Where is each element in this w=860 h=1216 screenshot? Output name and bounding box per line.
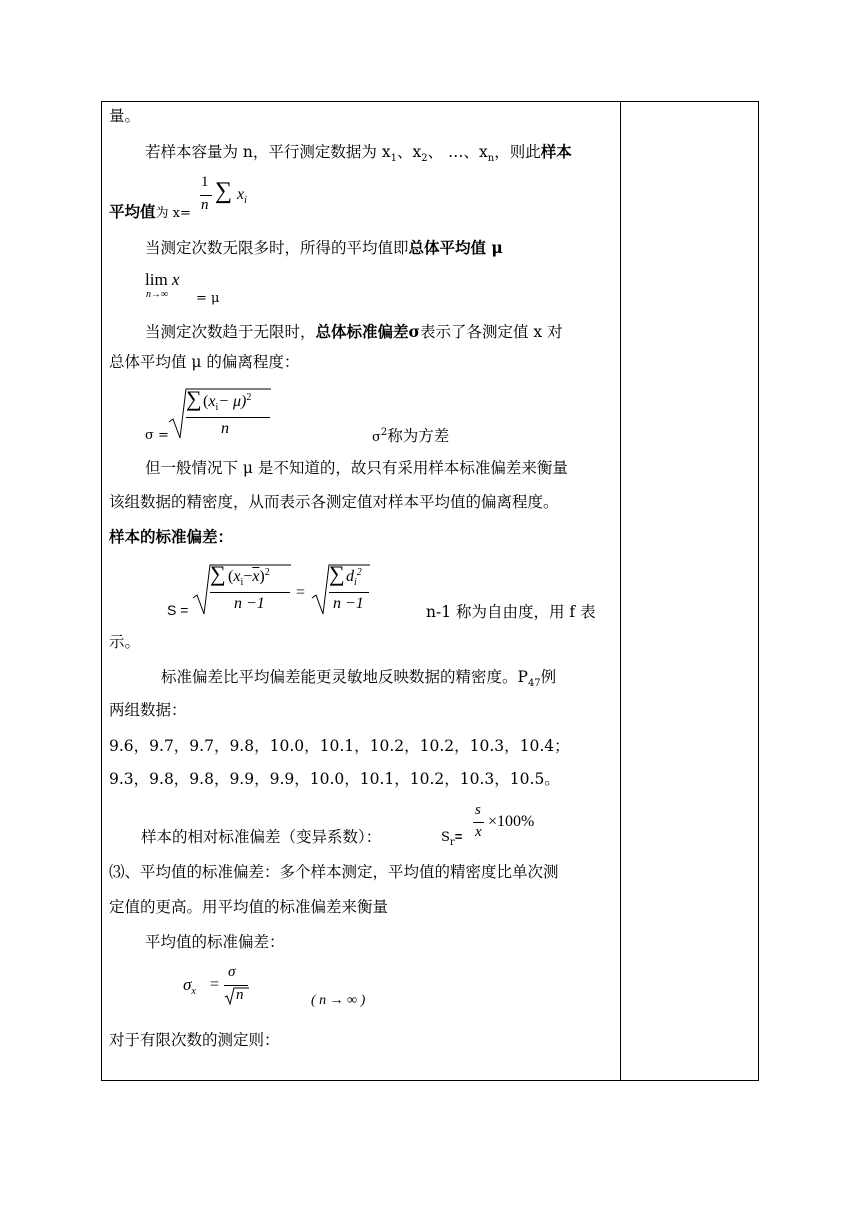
column-divider	[620, 101, 621, 1081]
fraction-denominator: x	[475, 824, 482, 840]
text-line	[161, 667, 556, 690]
superscript: 2	[380, 427, 388, 438]
sigma-symbol: σ	[408, 322, 420, 341]
text: 对于有限次数的测定则：	[109, 1031, 280, 1049]
text: 两组数据：	[109, 701, 187, 719]
bold-term: 平均值	[109, 202, 156, 221]
text: 若样本容量为 n，平行测定数据为 x	[145, 143, 391, 161]
text: 表示了各测定值 x 对	[419, 323, 563, 341]
subscript: 1	[390, 153, 397, 164]
text: 当测定次数无限多时，所得的平均值即	[145, 239, 409, 257]
math-term	[237, 186, 247, 204]
text: 标准偏差比平均偏差能更灵敏地反映数据的精密度。P	[161, 668, 528, 686]
variable: x	[233, 568, 241, 585]
term: − μ)	[218, 393, 247, 410]
condition: ( n → ∞ )	[311, 993, 366, 1008]
superscript: 2	[264, 567, 270, 578]
multiplier: ×100%	[488, 813, 535, 830]
text-line	[109, 202, 191, 224]
text: 示。	[109, 633, 141, 651]
subscript: i	[354, 577, 357, 588]
minus: −	[243, 568, 253, 585]
text-line	[109, 106, 140, 126]
text-line	[145, 142, 572, 165]
text: n-1 称为自由度，用 f 表	[426, 603, 596, 621]
fraction-denominator: n	[201, 197, 209, 213]
text: 例	[540, 668, 557, 686]
text: ，则此	[494, 143, 541, 161]
superscript: 2	[356, 567, 362, 578]
variable: x	[171, 270, 180, 289]
text: 量。	[109, 107, 141, 125]
subscript: n	[487, 153, 495, 164]
text-line	[109, 492, 559, 512]
fraction-bar	[186, 417, 270, 418]
equals: =	[210, 976, 220, 993]
text-line	[441, 827, 462, 849]
lim: lim	[145, 270, 168, 289]
text: S	[441, 830, 450, 845]
variable: x	[208, 393, 216, 410]
text: 样本的相对标准偏差（变异系数）：	[141, 828, 382, 846]
s2-numerator-term: $d_i^2$	[346, 567, 362, 588]
data-row: 9.3，9.8，9.8，9.9，9.9，10.0，10.1，10.2，10.3，10.5。	[109, 770, 560, 788]
text: 定值的更高。用平均值的标准偏差来衡量	[109, 898, 389, 916]
sum-symbol: ∑	[210, 561, 226, 586]
fraction-bar	[473, 822, 484, 823]
text: σ =	[145, 428, 169, 443]
text: S =	[167, 602, 189, 618]
mean-x: $\overline{x}$	[252, 568, 260, 585]
bold-term: 总体平均值 μ	[408, 238, 503, 257]
fraction-denominator: n	[221, 420, 229, 437]
sigma-numerator-term: $(x_i- \mu)^2$	[203, 392, 252, 413]
sum-symbol: ∑	[215, 178, 233, 204]
text: 、x	[396, 143, 422, 161]
subscript: i	[244, 195, 247, 206]
fraction-bar	[210, 592, 290, 593]
text-line	[145, 238, 503, 258]
variable: x	[237, 186, 245, 203]
fraction-denominator: n −1	[333, 595, 364, 612]
limit-subscript: n→∞	[146, 289, 169, 300]
text: ⑶、平均值的标准偏差：多个样本测定，平均值的精密度比单次测	[109, 863, 559, 881]
sigma-symbol: σ	[372, 430, 381, 445]
subscript: 2	[421, 153, 428, 164]
text: 、 …、x	[427, 143, 488, 161]
fraction-numerator: 1	[201, 174, 209, 190]
bold-term: 总体标准偏差	[315, 322, 409, 341]
bold-term: 样本	[540, 142, 572, 161]
fraction-numerator: σ	[228, 964, 236, 980]
sigma-numerator	[186, 386, 202, 412]
s-numerator-term: $(x_i-\overline{x})^2$	[228, 567, 270, 588]
text: = μ	[196, 291, 220, 306]
text-line	[109, 352, 299, 372]
subscript: r	[449, 837, 455, 848]
fraction-numerator: s	[475, 802, 481, 818]
fraction-bar	[200, 195, 212, 196]
text-line	[109, 527, 233, 547]
bold-term: 样本的标准偏差：	[109, 527, 234, 546]
subscript: x	[191, 986, 196, 997]
text: 平均值的标准偏差：	[145, 933, 285, 951]
subscript: 47	[527, 678, 541, 689]
text: 但一般情况下 μ 是不知道的，故只有采用样本标准偏差来衡量	[145, 459, 568, 477]
sigma-symbol: σ	[183, 975, 192, 994]
fraction-denominator: n	[236, 987, 244, 1003]
limit-expression	[145, 270, 179, 290]
sum-symbol: ∑	[329, 561, 345, 586]
data-row: 9.6，9.7，9.7，9.8，10.0，10.1，10.2，10.2，10.3，10.4；	[109, 737, 570, 755]
text: 总体平均值 μ 的偏离程度：	[109, 353, 300, 371]
text-line	[145, 322, 563, 342]
equals: =	[296, 584, 306, 601]
subscript: i	[215, 402, 219, 413]
fraction-denominator: n −1	[234, 595, 265, 612]
superscript: 2	[246, 392, 252, 403]
text: 该组数据的精密度，从而表示各测定值对样本平均值的偏离程度。	[109, 493, 559, 511]
text-line	[372, 426, 449, 449]
math-term	[183, 975, 196, 995]
text: 称为方差	[387, 427, 450, 445]
text: 当测定次数趋于无限时，	[145, 323, 316, 341]
equals: =	[454, 829, 463, 844]
text: 为 x=	[155, 206, 191, 221]
fraction-bar	[329, 592, 369, 593]
sum-symbol: ∑	[186, 386, 202, 411]
text-line	[145, 458, 568, 478]
subscript: i	[240, 577, 244, 588]
